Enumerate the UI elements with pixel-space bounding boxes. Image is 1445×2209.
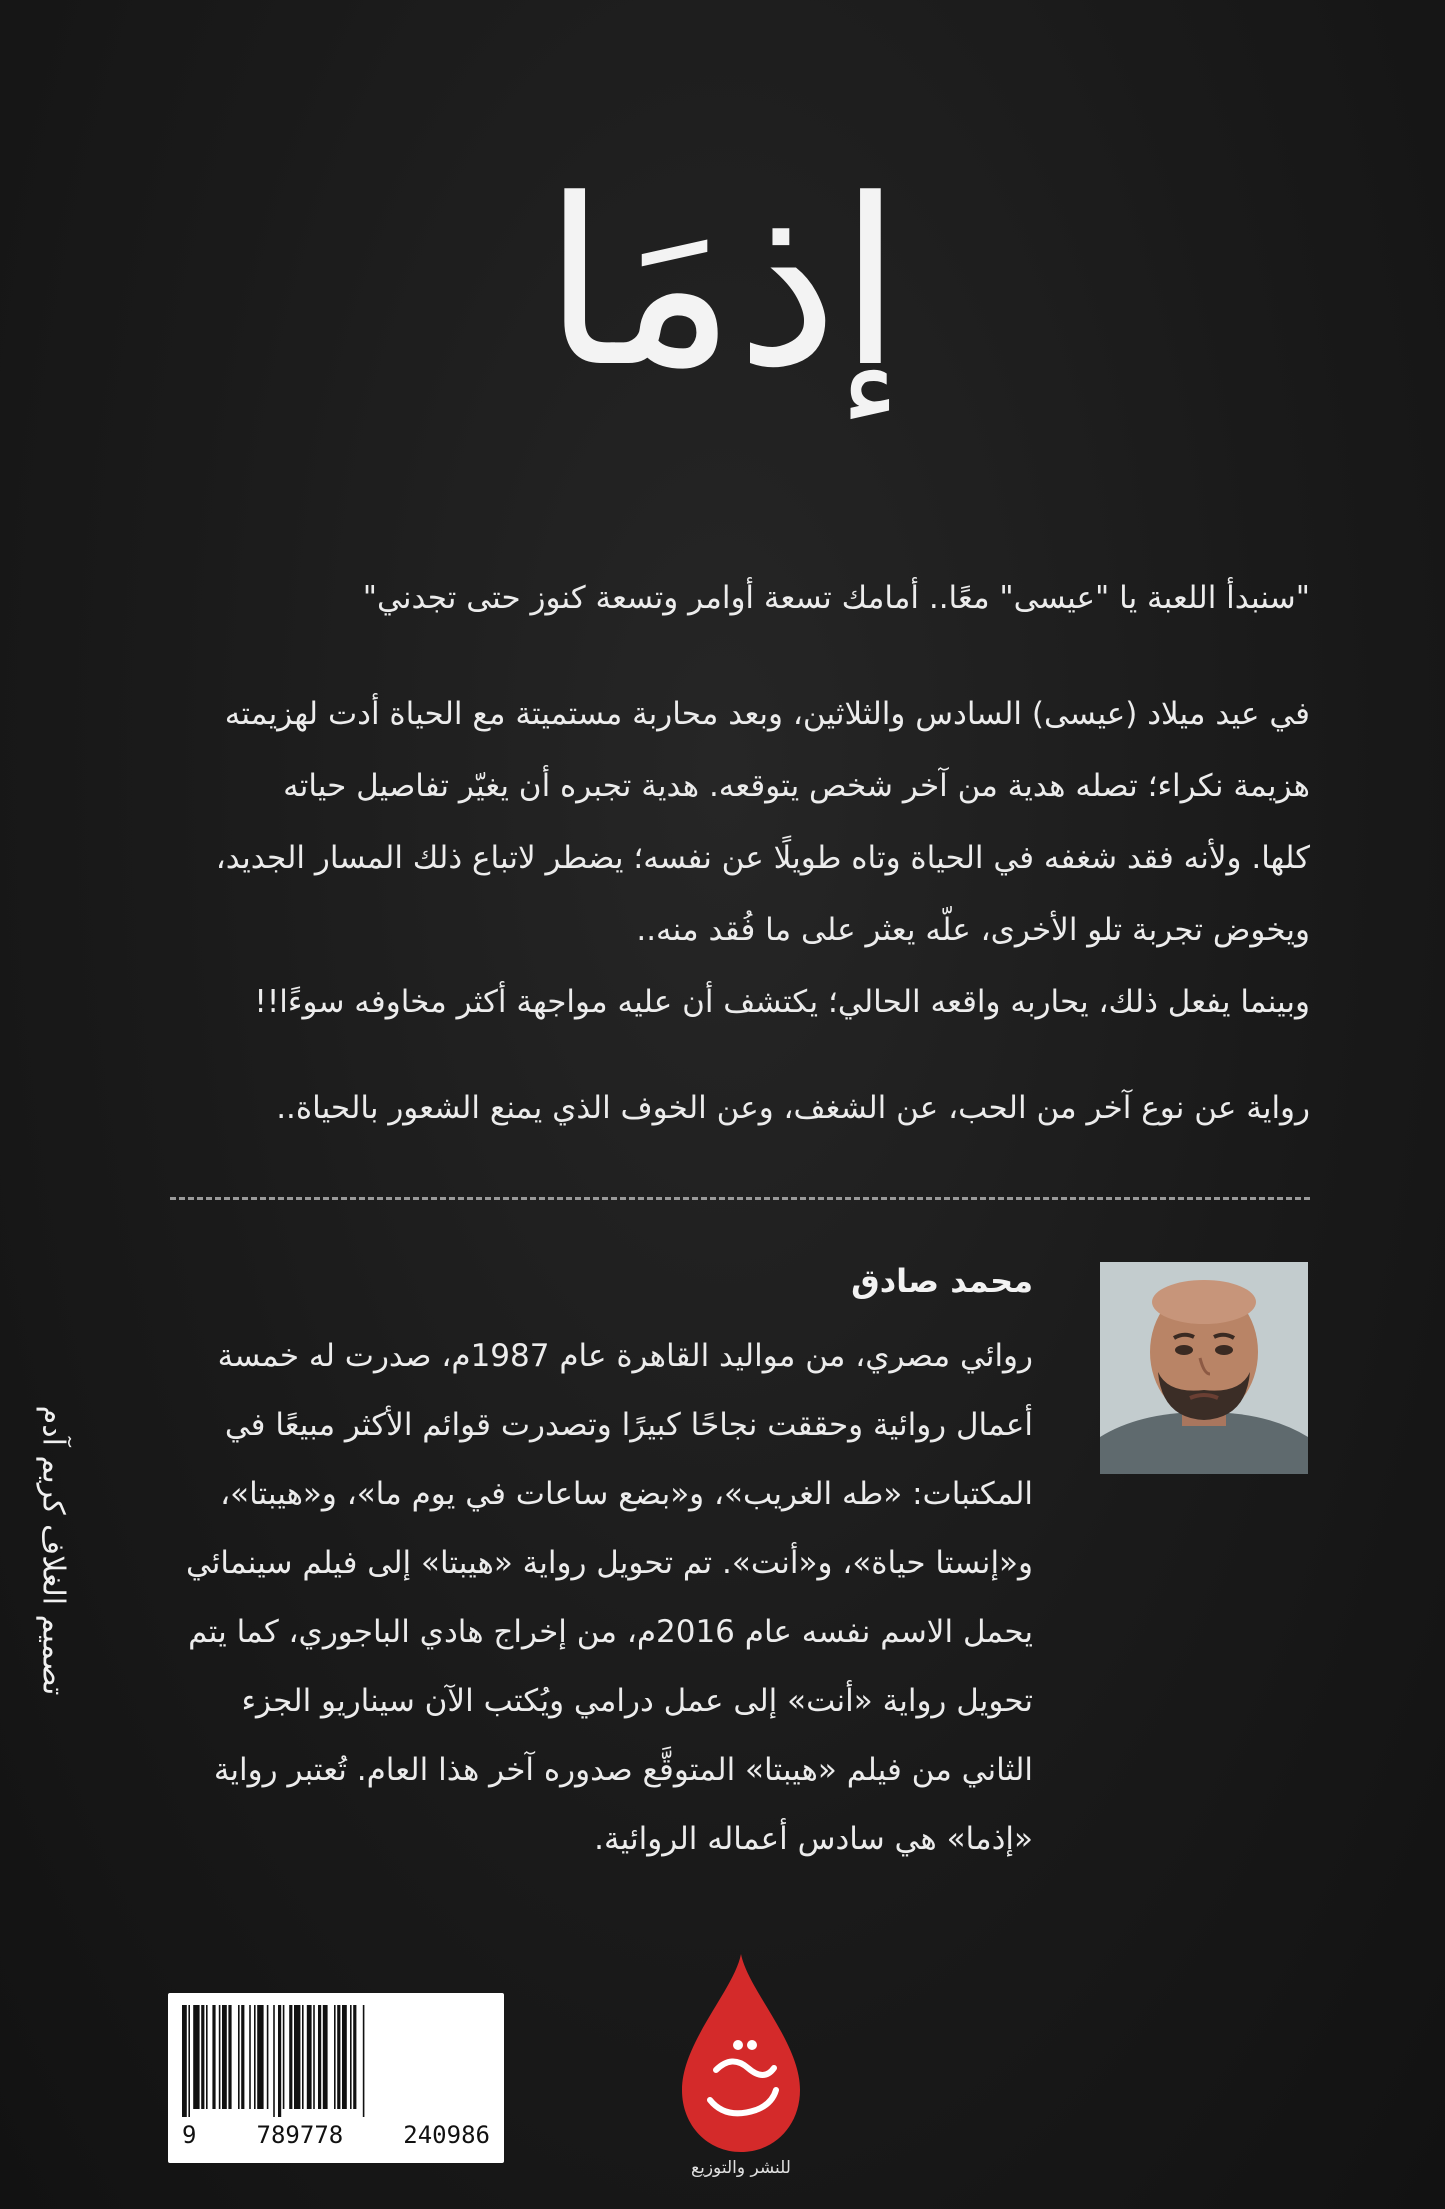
barcode-bar — [363, 2005, 365, 2117]
barcode-bar — [219, 2005, 221, 2109]
barcode-bar — [307, 2005, 312, 2109]
barcode-bar — [254, 2005, 256, 2109]
bio-line: روائي مصري، من مواليد القاهرة عام 1987م، صدرت له خمسة — [217, 1338, 1033, 1374]
barcode-bar — [283, 2005, 285, 2109]
publisher-caption: للنشر والتوزيع — [691, 2158, 791, 2178]
barcode-bar — [182, 2005, 187, 2117]
barcode-bar — [342, 2005, 347, 2109]
barcode-bar — [206, 2005, 208, 2109]
synopsis-line: هزيمة نكراء؛ تصله هدية من آخر شخص يتوقعه. هدية تجبره أن يغيّر تفاصيل حياته — [283, 768, 1310, 804]
dashed-divider — [170, 1197, 1310, 1200]
isbn-left-group: 789778 — [256, 2121, 344, 2149]
barcode-bar — [323, 2005, 328, 2109]
barcode-bar — [289, 2005, 292, 2109]
bio-line: المكتبات: «طه الغريب»، و«بضع ساعات في يوم ما»، و«هيبتا»، — [220, 1476, 1033, 1512]
cover-design-credit-text: تصميم الغلاف كريم آدم — [35, 1405, 71, 1695]
barcode-bar — [273, 2005, 275, 2117]
barcode-bar — [334, 2005, 336, 2109]
bio-line: أعمال روائية وحققت نجاحًا كبيرًا وتصدرت قوائم الأكثر مبيعًا في — [224, 1407, 1033, 1443]
book-title: إذمَا — [542, 151, 903, 418]
synopsis-line: ويخوض تجربة تلو الأخرى، علّه يعثر على ما فُقد منه.. — [636, 912, 1310, 948]
publisher-logo — [676, 1950, 806, 2180]
author-bio — [173, 1322, 1033, 1874]
barcode-bar — [302, 2005, 304, 2109]
opening-quote: "سنبدأ اللعبة يا "عيسى" معًا.. أمامك تسعة أوامر وتسعة كنوز حتى تجدني" — [362, 580, 1310, 616]
isbn-right-group: 240986 — [403, 2121, 490, 2149]
barcode-bar — [353, 2005, 356, 2109]
isbn-barcode — [168, 1993, 504, 2163]
barcode-bar — [294, 2005, 300, 2109]
synopsis — [130, 678, 1310, 1038]
barcode-bar — [222, 2005, 227, 2109]
barcode-bar — [212, 2005, 215, 2109]
barcode-bar — [313, 2005, 315, 2109]
barcode-bar — [241, 2005, 244, 2109]
barcode-bar — [278, 2005, 281, 2117]
synopsis-line: وبينما يفعل ذلك، يحاربه واقعه الحالي؛ يكتشف أن عليه مواجهة أكثر مخاوفه سوءًا!! — [254, 984, 1310, 1020]
bio-line: تحويل رواية «أنت» إلى عمل درامي ويُكتب الآن سيناريو الجزء — [241, 1683, 1033, 1719]
barcode-bar — [257, 2005, 263, 2109]
synopsis-line: كلها. ولأنه فقد شغفه في الحياة وتاه طويلًا عن نفسه؛ يضطر لاتباع ذلك المسار الجديد، — [215, 840, 1310, 876]
barcode-bar — [188, 2005, 190, 2117]
bio-line: و«إنستا حياة»، و«أنت». تم تحويل رواية «هيبتا» إلى فيلم سينمائي — [185, 1545, 1033, 1581]
barcode-bar — [228, 2005, 231, 2109]
author-portrait-image — [1100, 1262, 1308, 1474]
barcode-bar — [337, 2005, 340, 2109]
barcode-bar — [193, 2005, 199, 2109]
synopsis-line: في عيد ميلاد (عيسى) السادس والثلاثين، وبعد محاربة مستميتة مع الحياة أدت لهزيمته — [224, 696, 1310, 732]
barcode-bar — [238, 2005, 240, 2109]
author-name: محمد صادق — [851, 1262, 1033, 1300]
barcode-bar — [201, 2005, 204, 2109]
bio-line: «إذما» هي سادس أعماله الروائية. — [594, 1821, 1033, 1857]
tagline: رواية عن نوع آخر من الحب، عن الشغف، وعن الخوف الذي يمنع الشعور بالحياة.. — [276, 1090, 1310, 1126]
isbn-prefix-digit: 9 — [182, 2121, 197, 2149]
barcode-bar — [267, 2005, 269, 2109]
author-photo — [1100, 1262, 1308, 1474]
barcode-bar — [318, 2005, 321, 2109]
barcode-bar — [249, 2005, 251, 2109]
bio-line: الثاني من فيلم «هيبتا» المتوقَّع صدوره آخر هذا العام. تُعتبر رواية — [213, 1752, 1033, 1788]
publisher-drop-icon — [676, 1950, 806, 2155]
cover-design-credit — [30, 1310, 76, 1790]
isbn-digits — [182, 2121, 490, 2149]
barcode-bars — [182, 2005, 490, 2117]
barcode-bar — [350, 2005, 352, 2109]
bio-line: يحمل الاسم نفسه عام 2016م، من إخراج هادي الباجوري، كما يتم — [188, 1614, 1033, 1650]
